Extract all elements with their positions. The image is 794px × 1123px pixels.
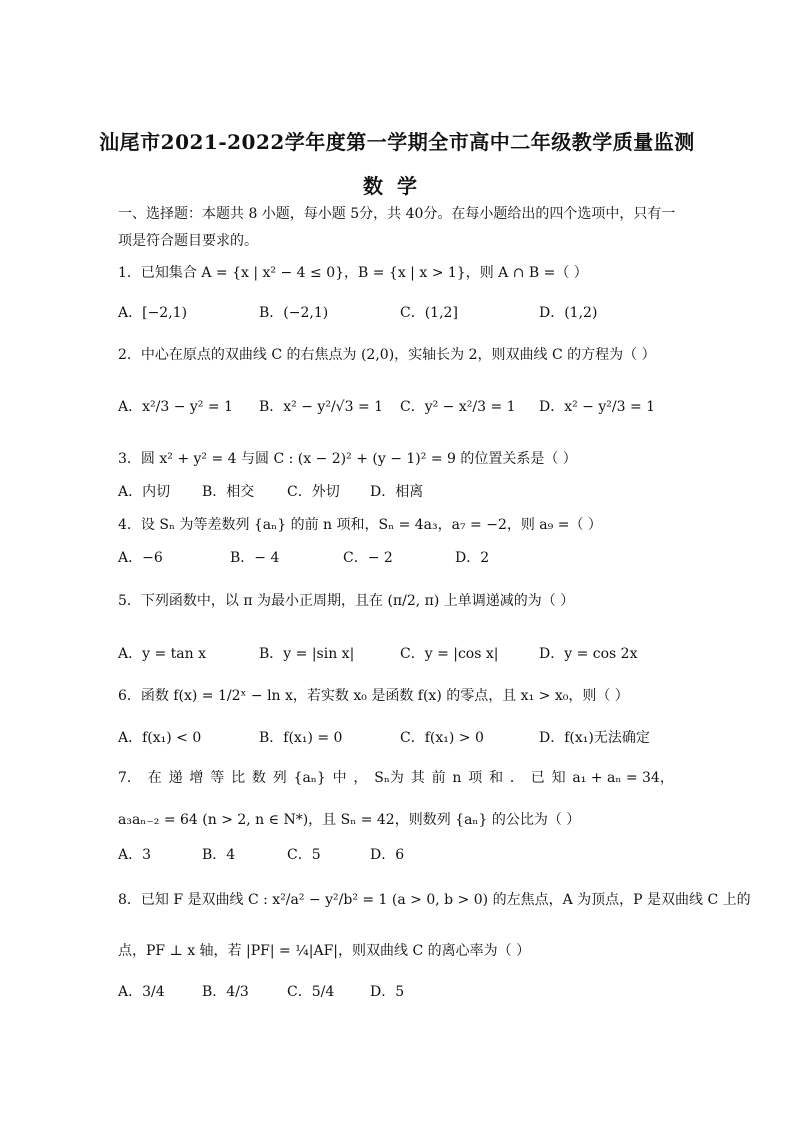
subject-title: 数学 <box>363 174 431 198</box>
question-8-option-d: D．5 <box>370 984 405 1000</box>
question-7-stem-part: n <box>452 770 462 786</box>
question-7-stem-part: 知 <box>551 770 566 786</box>
question-4-option-a: A．−6 <box>118 550 163 566</box>
question-7-stem-part: 数 <box>251 770 266 786</box>
question-7-option-c: C．5 <box>287 847 321 863</box>
question-1-option-c: C．(1,2] <box>400 305 458 321</box>
question-4-option-c: C．− 2 <box>343 550 393 566</box>
question-5-stem: 5．下列函数中，以 π 为最小正周期，且在 (π/2, π) 上单调递减的为（ ） <box>118 593 575 609</box>
question-6-stem: 6．函数 f(x) = 1/2ˣ − ln x，若实数 x₀ 是函数 f(x) 的零点，且 x₁ > x₀，则（ ） <box>118 688 629 704</box>
question-7-stem-part: {aₙ} <box>293 770 326 786</box>
section-instruction-line1: 一、选择题：本题共 8 小题，每小题 5分，共 40分。在每小题给出的四个选项中，只有一 <box>118 206 676 222</box>
question-3-option-d: D．相离 <box>370 484 424 500</box>
question-3-option-b: B．相交 <box>202 484 255 500</box>
question-6-option-d: D．f(x₁)无法确定 <box>539 730 650 746</box>
question-1-option-a: A．[−2,1) <box>118 305 188 321</box>
question-1-stem: 1．已知集合 A = {x | x² − 4 ≤ 0}，B = {x | x > 1}，则 A ∩ B =（ ） <box>118 265 588 281</box>
question-7-stem-part: 增 <box>189 770 204 786</box>
question-7-stem-line2: a₃aₙ₋₂ = 64 (n > 2, n ∈ N*)，且 Sₙ = 42，则数列 {aₙ} 的公比为（ ） <box>118 812 581 828</box>
question-2-option-d: D．x² − y²/3 = 1 <box>539 399 656 415</box>
section-instruction-line2: 项是符合题目要求的。 <box>118 233 258 249</box>
question-7-option-d: D．6 <box>370 847 405 863</box>
question-8-option-b: B．4/3 <box>202 984 249 1000</box>
question-4-stem: 4．设 Sₙ 为等差数列 {aₙ} 的前 n 项和，Sₙ = 4a₃，a₇ = −2，则 a₉ =（ ） <box>118 517 602 533</box>
question-1-option-b: B．(−2,1) <box>259 305 329 321</box>
question-7-stem-part: 递 <box>168 770 183 786</box>
question-5-option-c: C．y = |cos x| <box>400 646 499 662</box>
question-7-stem-part: 7． <box>118 770 141 786</box>
question-2-option-a: A．x²/3 − y² = 1 <box>118 399 233 415</box>
question-7-stem-part: 等 <box>210 770 225 786</box>
question-8-stem-line2: 点，PF ⊥ x 轴，若 |PF| = ¼|AF|，则双曲线 C 的离心率为（ ） <box>118 943 531 959</box>
question-7-stem-part: ， <box>353 770 368 786</box>
question-7-stem-part: ． <box>509 770 524 786</box>
question-7-stem-part: 已 <box>530 770 545 786</box>
question-7-stem-part: Sₙ为 <box>374 770 404 786</box>
question-5-option-b: B．y = |sin x| <box>259 646 355 662</box>
question-7-stem-part: a₁ + aₙ = 34， <box>572 770 674 786</box>
question-7-option-a: A．3 <box>118 847 152 863</box>
question-7-stem-part: 在 <box>147 770 162 786</box>
question-7-stem-part: 比 <box>231 770 246 786</box>
question-4-option-d: D．2 <box>455 550 490 566</box>
question-3-option-c: C．外切 <box>287 484 340 500</box>
question-5-option-a: A．y = tan x <box>118 646 206 662</box>
question-3-option-a: A．内切 <box>118 484 171 500</box>
question-7-stem <box>118 768 674 788</box>
question-3-stem: 3．圆 x² + y² = 4 与圆 C : (x − 2)² + (y − 1)² = 9 的位置关系是（ ） <box>118 451 577 467</box>
question-5-option-d: D．y = cos 2x <box>539 646 638 662</box>
question-7-option-b: B．4 <box>202 847 236 863</box>
question-6-option-c: C．f(x₁) > 0 <box>400 730 484 746</box>
question-2-option-b: B．x² − y²/√3 = 1 <box>259 399 384 415</box>
question-7-stem-part: 前 <box>431 770 446 786</box>
question-7-stem-part: 列 <box>272 770 287 786</box>
question-8-option-c: C．5/4 <box>287 984 335 1000</box>
question-7-stem-part: 其 <box>410 770 425 786</box>
question-8-stem: 8．已知 F 是双曲线 C : x²/a² − y²/b² = 1 (a > 0, b > 0) 的左焦点，A 为顶点，P 是双曲线 C 上的 <box>118 892 751 908</box>
question-7-stem-part: 项 <box>468 770 483 786</box>
question-6-option-b: B．f(x₁) = 0 <box>259 730 343 746</box>
question-2-option-c: C．y² − x²/3 = 1 <box>400 399 516 415</box>
question-7-stem-part: 和 <box>489 770 504 786</box>
exam-title: 汕尾市2021-2022学年度第一学期全市高中二年级教学质量监测 <box>99 130 695 154</box>
question-4-option-b: B．− 4 <box>230 550 280 566</box>
question-6-option-a: A．f(x₁) < 0 <box>118 730 202 746</box>
question-8-option-a: A．3/4 <box>118 984 165 1000</box>
question-2-stem: 2．中心在原点的双曲线 C 的右焦点为 (2,0)，实轴长为 2，则双曲线 C 的方程为（ ） <box>118 347 656 363</box>
question-1-option-d: D．(1,2) <box>539 305 598 321</box>
question-7-stem-part: 中 <box>332 770 347 786</box>
